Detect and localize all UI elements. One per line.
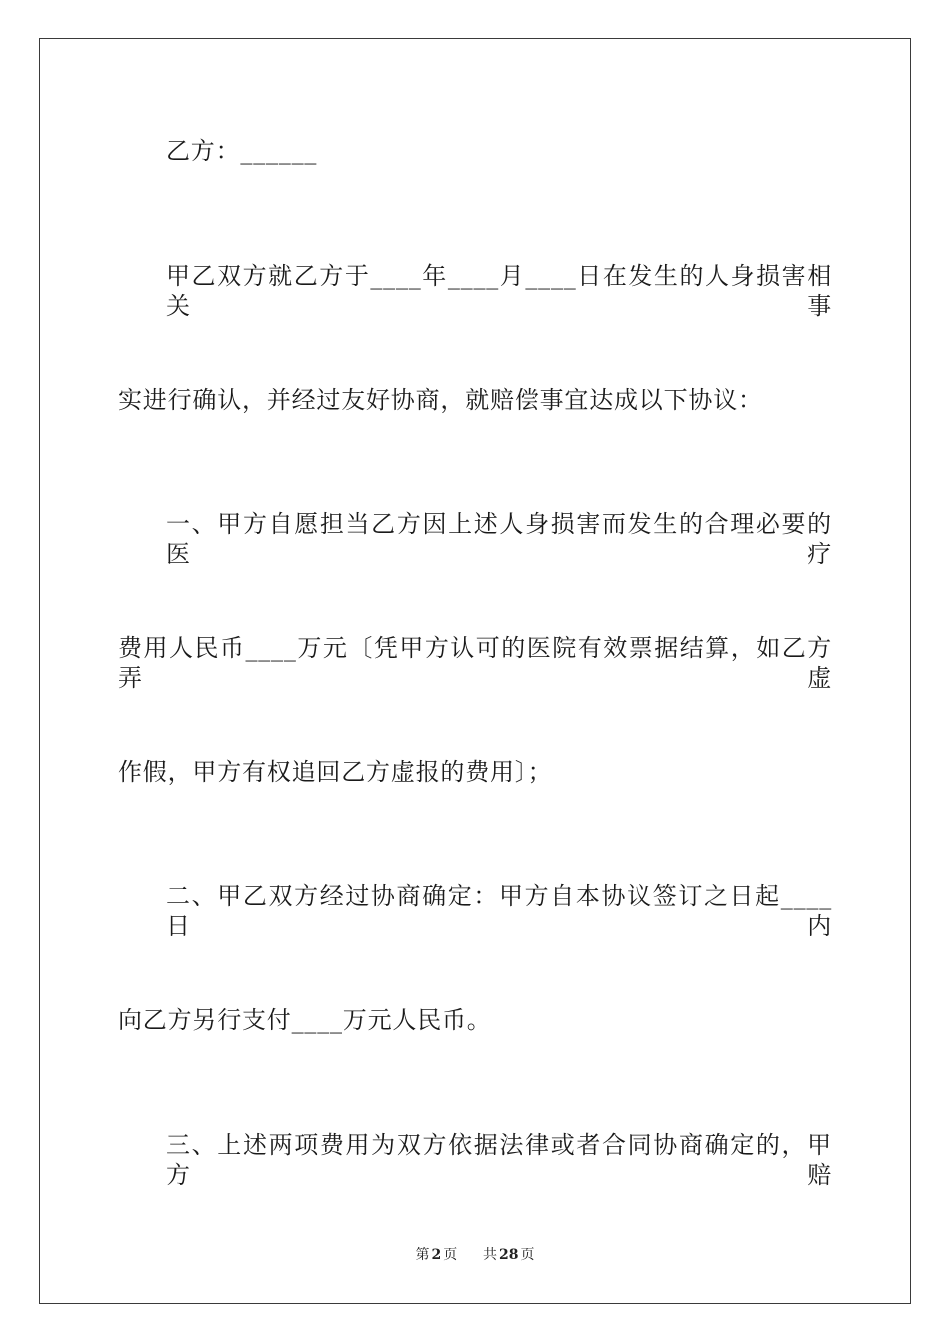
party-b-line: 乙方：______ bbox=[166, 137, 318, 165]
clause-2-line-1: 二、甲乙双方经过协商确定：甲方自本协议签订之日起____日内 bbox=[166, 882, 832, 940]
page-total: 共 28 页 bbox=[483, 1247, 535, 1263]
paragraph-intro-line-2: 实进行确认，并经过友好协商，就赔偿事宜达成以下协议： bbox=[118, 386, 763, 414]
clause-1-line-1: 一、甲方自愿担当乙方因上述人身损害而发生的合理必要的医疗 bbox=[166, 510, 832, 568]
page-footer bbox=[0, 1246, 950, 1264]
clause-2-line-2: 向乙方另行支付____万元人民币。 bbox=[118, 1006, 492, 1034]
paragraph-intro-line-1: 甲乙双方就乙方于____年____月____日在发生的人身损害相关事 bbox=[166, 262, 832, 320]
clause-1-line-2: 费用人民币____万元〔凭甲方认可的医院有效票据结算，如乙方弄虚 bbox=[118, 634, 832, 692]
clause-3-line-1: 三、上述两项费用为双方依据法律或者合同协商确定的，甲方赔 bbox=[166, 1131, 832, 1189]
page-number: 第 2 页 bbox=[415, 1247, 458, 1263]
clause-1-line-3: 作假，甲方有权追回乙方虚报的费用〕； bbox=[118, 758, 553, 786]
